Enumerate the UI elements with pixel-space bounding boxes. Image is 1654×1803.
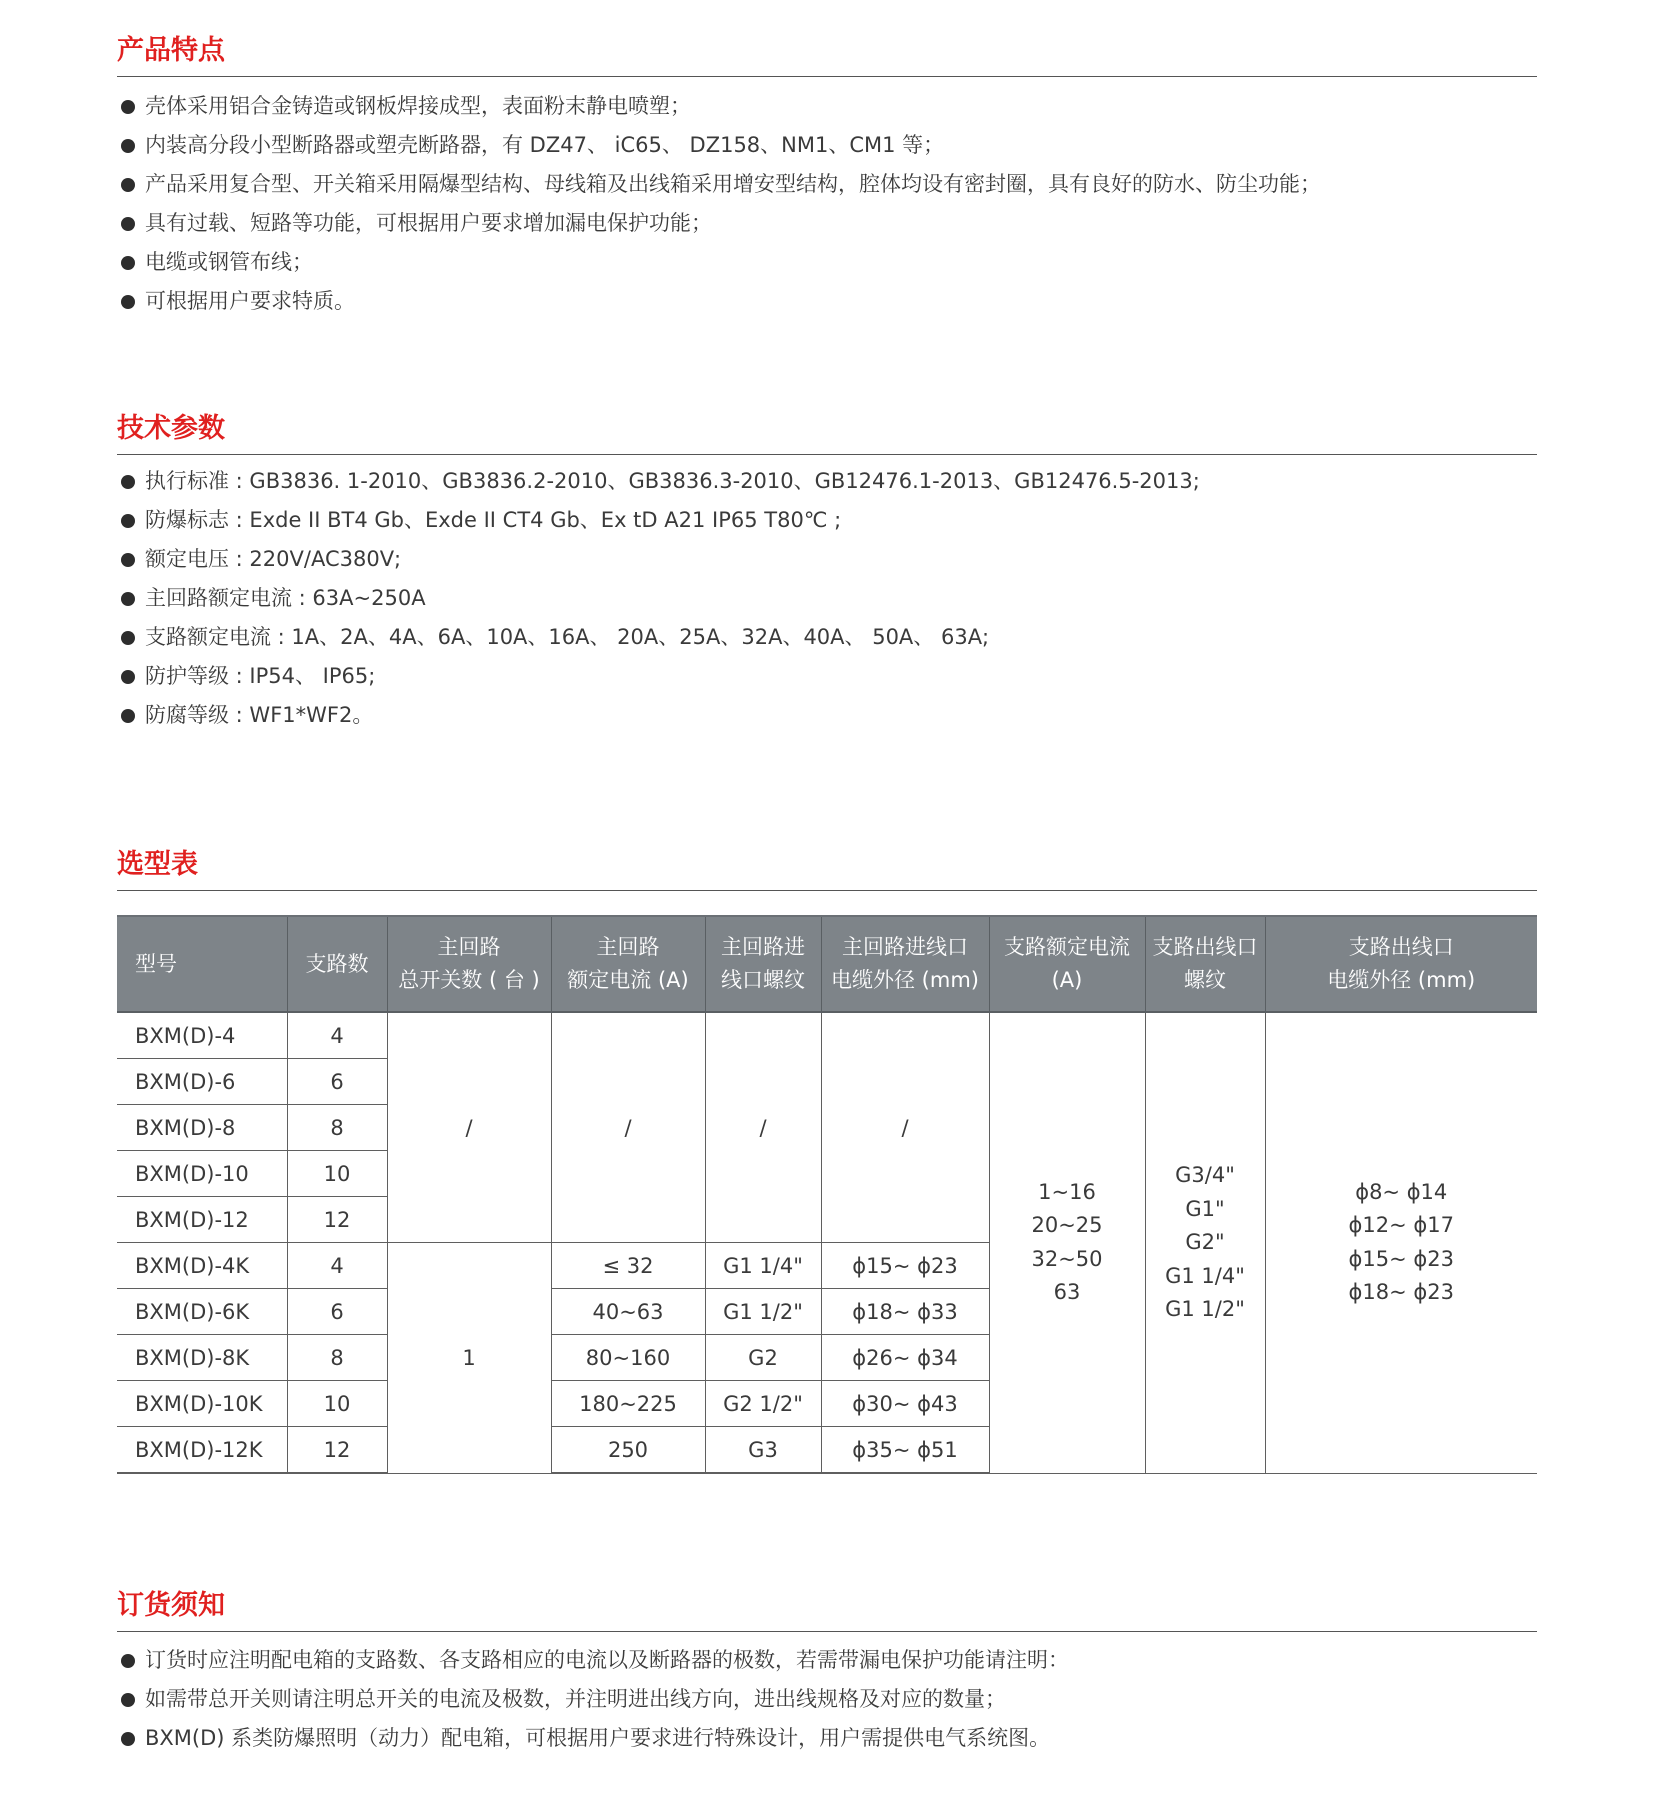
cell-branches: 12 [287,1427,387,1474]
order-list [117,1641,1537,1758]
features-section [117,34,1537,321]
cell-main-current: 250 [551,1427,705,1474]
params-item: 额定电压 : 220V/AC380V; [117,540,1537,579]
selection-title: 选型表 [117,848,1537,891]
cell-branches: 10 [287,1151,387,1197]
cell-branches: 12 [287,1197,387,1243]
cell-main-current: 40~63 [551,1289,705,1335]
params-item: 防腐等级 : WF1*WF2。 [117,696,1537,735]
order-item: 如需带总开关则请注明总开关的电流及极数，并注明进出线方向，进出线规格及对应的数量； [117,1680,1537,1719]
cell-main-thread: G2 1/2" [705,1381,821,1427]
params-item: 防护等级 : IP54、 IP65; [117,657,1537,696]
cell-branches: 4 [287,1243,387,1289]
cell-main-current: 180~225 [551,1381,705,1427]
cell-branches: 4 [287,1012,387,1059]
params-section [117,412,1537,735]
params-item: 防爆标志 : Exde II BT4 Gb、Exde II CT4 Gb、Ex tD A21 IP65 T80℃ ; [117,501,1537,540]
cell-branches: 6 [287,1289,387,1335]
header-branch-current: 支路额定电流 (A) [989,916,1145,1012]
order-title: 订货须知 [117,1589,1537,1632]
cell-main-cable: ϕ15~ ϕ23 [821,1243,989,1289]
cell-main-cable: ϕ35~ ϕ51 [821,1427,989,1474]
features-item: 电缆或钢管布线； [117,243,1537,282]
cell-main-cable: ϕ30~ ϕ43 [821,1381,989,1427]
header-main-thread: 主回路进 线口螺纹 [705,916,821,1012]
features-item: 产品采用复合型、开关箱采用隔爆型结构、母线箱及出线箱采用增安型结构，腔体均设有密封圈，具有良好的防水、防尘功能； [117,165,1537,204]
cell-main-current-group-a: / [551,1012,705,1243]
header-branch-thread: 支路出线口 螺纹 [1145,916,1265,1012]
cell-model: BXM(D)-12K [117,1427,287,1474]
cell-branches: 10 [287,1381,387,1427]
header-main-switch: 主回路 总开关数 ( 台 ) [387,916,551,1012]
params-item: 执行标准 : GB3836. 1-2010、GB3836.2-2010、GB3836.3-2010、GB12476.1-2013、GB12476.5-2013; [117,462,1537,501]
header-main-current: 主回路 额定电流 (A) [551,916,705,1012]
order-item: 订货时应注明配电箱的支路数、各支路相应的电流以及断路器的极数，若需带漏电保护功能请注明： [117,1641,1537,1680]
cell-main-switch-group-b: 1 [387,1243,551,1474]
header-branch-cable: 支路出线口 电缆外径 (mm) [1265,916,1537,1012]
cell-main-thread: G1 1/4" [705,1243,821,1289]
features-list [117,87,1537,321]
cell-main-thread-group-a: / [705,1012,821,1243]
cell-model: BXM(D)-12 [117,1197,287,1243]
cell-main-thread: G3 [705,1427,821,1474]
cell-model: BXM(D)-8K [117,1335,287,1381]
cell-branch-current: 1~16 20~25 32~50 63 [989,1012,1145,1473]
table-header-row [117,916,1537,1012]
cell-model: BXM(D)-6K [117,1289,287,1335]
cell-main-cable-group-a: / [821,1012,989,1243]
cell-main-thread: G2 [705,1335,821,1381]
header-model: 型号 [117,916,287,1012]
order-item: BXM(D) 系类防爆照明（动力）配电箱，可根据用户要求进行特殊设计，用户需提供电气系统图。 [117,1719,1537,1758]
cell-branch-thread: G3/4" G1" G2" G1 1/4" G1 1/2" [1145,1012,1265,1473]
cell-branches: 6 [287,1059,387,1105]
cell-main-cable: ϕ18~ ϕ33 [821,1289,989,1335]
cell-main-current: ≤ 32 [551,1243,705,1289]
features-title: 产品特点 [117,34,1537,77]
cell-model: BXM(D)-4K [117,1243,287,1289]
cell-branches: 8 [287,1105,387,1151]
cell-branches: 8 [287,1335,387,1381]
header-branches: 支路数 [287,916,387,1012]
features-item: 可根据用户要求特质。 [117,282,1537,321]
params-list [117,462,1537,735]
cell-model: BXM(D)-10 [117,1151,287,1197]
cell-main-cable: ϕ26~ ϕ34 [821,1335,989,1381]
cell-model: BXM(D)-8 [117,1105,287,1151]
cell-main-thread: G1 1/2" [705,1289,821,1335]
params-item: 支路额定电流 : 1A、2A、4A、6A、10A、16A、 20A、25A、32A、40A、 50A、 63A; [117,618,1537,657]
cell-main-current: 80~160 [551,1335,705,1381]
header-main-cable: 主回路进线口 电缆外径 (mm) [821,916,989,1012]
order-section [117,1589,1537,1758]
params-title: 技术参数 [117,412,1537,455]
features-item: 内装高分段小型断路器或塑壳断路器，有 DZ47、 iC65、 DZ158、NM1、CM1 等； [117,126,1537,165]
selection-section [117,848,1537,1474]
cell-model: BXM(D)-6 [117,1059,287,1105]
params-item: 主回路额定电流 : 63A~250A [117,579,1537,618]
cell-model: BXM(D)-10K [117,1381,287,1427]
table-row [117,1012,1537,1059]
features-item: 具有过载、短路等功能，可根据用户要求增加漏电保护功能； [117,204,1537,243]
cell-main-switch-group-a: / [387,1012,551,1243]
selection-table [117,915,1537,1474]
cell-branch-cable: ϕ8~ ϕ14 ϕ12~ ϕ17 ϕ15~ ϕ23 ϕ18~ ϕ23 [1265,1012,1537,1473]
cell-model: BXM(D)-4 [117,1012,287,1059]
features-item: 壳体采用铝合金铸造或钢板焊接成型，表面粉末静电喷塑； [117,87,1537,126]
